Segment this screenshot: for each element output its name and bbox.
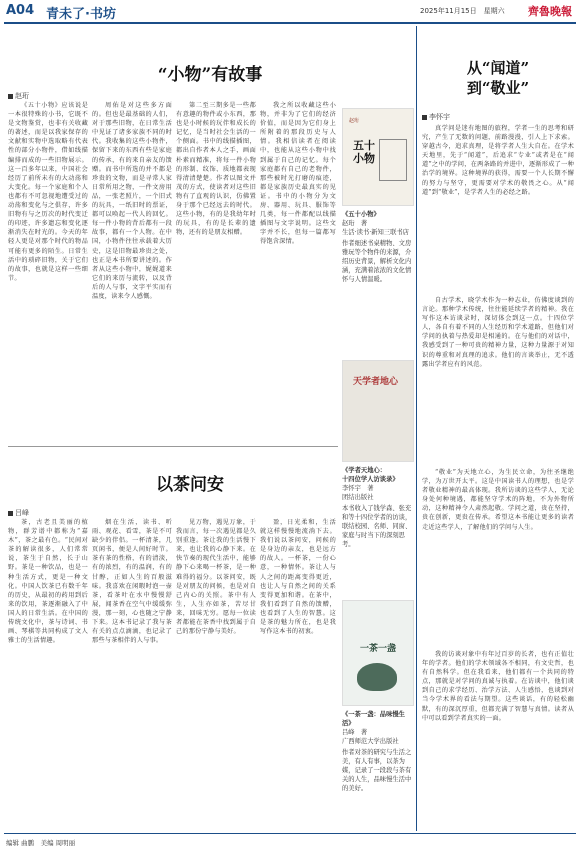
- book-cover-1-author: 赵珩: [349, 118, 360, 124]
- article2-headline-line1: 从“闻道”: [466, 59, 530, 77]
- article1-text-3: 第二至三期多是一些都有意趣的物件或小东西，那也是小时候的玩伴和成长的记忆，是当时社会生活的一个侧面。书中的线描插图，都出自作者本人之手，画面朴素而精准，将每一件小物的形制、纹饰、质地都表现得清清楚楚。作者以图文并茂的方式，使读者对这些旧物有了直观的认识，仿佛置身于那个已经远去的时代。这些小物，有的是我幼年时的玩具，有的是长辈的遗物，还有的是朋友相赠。: [176, 102, 256, 237]
- book-caption-1: [342, 210, 414, 350]
- book-2-desc: 本书收入了钱学森、张充和等十四位学者的访谈，联结校园、名师、同窗、家庭与时当下的深刻思考。: [342, 505, 412, 548]
- byline-marker-icon: [422, 115, 427, 120]
- teapot-illustration-icon: [357, 663, 397, 691]
- masthead: [0, 0, 580, 22]
- article3-text-4: 盈，日光柔和，生活就这样慢慢地流淌下去。我们说以茶问安，问候的是身边的亲友，也是远方的故人。一杯茶，一份心意，一种情怀。茶让人与人之间的距离变得更近，也让人与自然之间的关系变得更加和谐。在茶中，我们看到了自然的馈赠，也看到了人生的智慧。这是茶的魅力所在，也是我写作这本书的初衷。: [260, 519, 336, 636]
- byline-marker-icon: [8, 511, 13, 516]
- issue-date: 2025年11月15日 星期六: [420, 7, 505, 15]
- article2-headline: [420, 58, 576, 98]
- page-number: A04: [6, 3, 35, 18]
- newspaper-logo: 齊魯晚報: [528, 5, 572, 18]
- book-2-title: 《学者天地心： 十四位学人访谈录》: [342, 467, 399, 483]
- article2-author: 李怀宇: [429, 113, 450, 121]
- article1-byline: [8, 91, 29, 101]
- article1-column-1: [8, 101, 88, 441]
- book-cover-1: [342, 108, 414, 206]
- article1-column-2: [92, 101, 172, 441]
- article-separator: [8, 446, 338, 447]
- article1-column-3: [176, 101, 256, 441]
- book-2-info: 李怀宇 著 团结出版社: [342, 485, 374, 501]
- book-cover-3: [342, 600, 414, 706]
- book-cover-2: [342, 360, 414, 462]
- book-1-info: 赵珩 著 生活·读书·新知三联书店: [342, 220, 409, 236]
- book-1-desc: 作者细述书桌精物、文房雅玩等个物件的来源，介绍历史背景，解析文化内涵，充满着浓浓的文化情怀与人情温暖。: [342, 240, 412, 283]
- article3-author: 吕峰: [15, 509, 29, 517]
- section-title: 青未了·书坊: [46, 7, 116, 22]
- article1-headline: “小物”有故事: [157, 65, 263, 85]
- editor-credits: 编辑 曲鹏 美编 周明丽: [6, 839, 76, 847]
- book-caption-3: [342, 710, 414, 830]
- book-cover-1-title: 五十小物: [353, 139, 375, 165]
- book-caption-2: [342, 466, 414, 584]
- article2-text-1: 真学问是迷有地图的旅程，学者一生的思考和研究，产生了无数的问题，前路漫漫，引人上下求索。穿越古今，追求真理，是将学者人生大自在。在学术天地里，先于“闻道”，后追求“专业”或者是在“闻道”之中的学问，在两条路的并进中，逐渐形成了一种治学的境界。这种境界的获得，需要一个人长期不懈的努力与坚守，更需要对学术的敬畏之心。从“闻道”到“敬业”，是学者人生的必经之路。: [422, 125, 574, 196]
- book-3-title: 《一茶一盏：品味慢生活》: [342, 711, 405, 727]
- book-cover-2-title: 天学者地心: [353, 377, 399, 387]
- byline-marker-icon: [8, 94, 13, 99]
- footer-rule: [4, 833, 576, 834]
- column-divider: [416, 26, 417, 831]
- article3-column-1: [8, 518, 88, 830]
- article3-byline: [8, 508, 29, 518]
- article2-column-4: [422, 650, 574, 830]
- article3-column-2: [92, 518, 172, 830]
- article1-column-4: [260, 101, 336, 441]
- article3-text-2: 烟在生活，读书、听雨、观花、看雪，茶是不可缺少的伴侣。一杯清茶，几页闲书，便是人间好时节。茶有茶的性格，有的清淡，有的浓烈，有的温润，有的甘醇，正如人生的百般滋味。我喜欢在闲暇时泡一壶茶，看茶叶在水中慢慢舒展，闻茶香在空气中缓缓弥漫，那一刻，心也随之宁静下来。这本书记录了我与茶有关的点点滴滴，也记录了那些与茶相伴的人与事。: [92, 519, 172, 645]
- book-cover-1-illustration: [379, 139, 407, 181]
- article3-text-1: 茶，古老且美丽的植物，群芳谱中都称为“嘉木”，茶之最有色。“民间对茶的解读很多，人们常常说，茶生于自然，长于山野。茶是一种饮品，也是一种生活方式，更是一种文化。中国人饮茶已有数千年的历史，从最初的药用到后来的饮用，茶逐渐融入了中国人的日常生活。在中国的传统文化中，茶与诗词、书画、琴棋等共同构成了文人雅士的生活情趣。: [8, 519, 88, 645]
- book-1-title: 《五十小物》: [342, 211, 380, 218]
- article2-text-3: “敬业”为天地立心，为生民立命，为往圣继绝学，为万世开太平。这是中国读书人的理想，也是学者敬业精神的最高体现。我所访谈的这些学人，无论身处何种境遇，都能坚守学术的阵地，不为外物所动，这种精神令人肃然起敬。学问之道，贵在坚持，贵在创新，更贵在传承。希望这本书能让更多的读者走近这些学人，了解他们的学问与人生。: [422, 469, 574, 531]
- article2-column-3: [422, 468, 574, 648]
- article3-headline: 以茶问安: [156, 475, 224, 495]
- article3-column-4: [260, 518, 336, 830]
- article2-headline-line2: 到“敬业”: [466, 79, 530, 97]
- book-cover-3-title: 一茶一盏: [359, 644, 396, 654]
- article1-text-2: 周佑是对这些多方面的。但也是最基础的人们，对于那些旧物，在日常生活中见证了诸多家族不同的时代。我收集的这些小物件，保留下来的东西有些是家庭的传承，有的来自亲友的馈赠。而书中所选的并不都是珍贵的文物，而是寻常人家日常所用之物，一件文房用品，一张老照片，一个旧式的玩具，一纸旧时的票证，都可以唤起一代人的回忆。每一件小物的背后都有一段故事，都有一个人物。在中国，小物件往往承载着大历史，这是旧物最珍贵之处，也正是本书所要讲述的。作者从这些小物中，娓娓道来它们的来历与流转，以及背后的人与事，文字平实而有温度，读来令人感慨。: [92, 102, 172, 300]
- article2-column-2: [422, 296, 574, 466]
- article2-byline: [422, 112, 450, 122]
- article2-text-2: 自古学术，晓学术作为一种志业，仿佛度谈到的言论。那种学术传统，往往能延续学者的精神。我在写作这本访谈录时，深切体会到这一点。十四位学人，各自有着不同的人生经历和学术道路，但他们对学问的执着与热爱却是相通的。在与他们的对话中，我感受到了一种可贵的精神力量，这种力量源于对知识的尊重和对真理的追求。他们的言谈举止，无不透露出学者应有的风范。: [422, 297, 574, 368]
- book-3-desc: 作者对茶的研究与生活之美，有人有事，以茶为媒，记录了一段段与茶有关的人生，品味慢生活中的美好。: [342, 749, 412, 792]
- article2-column-1: [422, 124, 574, 294]
- article1-author: 赵珩: [15, 92, 29, 100]
- article1-text-4: 我之所以收藏这些小物，并非为了它们的经济价值，而是因为它们身上所附着的那段历史与人情。我相信读者在阅读中，也能从这些小物中找到属于自己的记忆。每个家庭都有自己的老物件，那些被时光打磨的痕迹，都是家族历史最真实的见证。书中的小物分为文房、器用、玩具、服饰等几类，每一件都配以线描插图与文字说明。这些文字并不长，但每一篇都写得饱含深情。: [260, 102, 336, 246]
- masthead-rule: [4, 22, 576, 24]
- article2-text-4: 我的访谈对象中有年过百岁的长者，也有正值壮年的学者。他们的学术领域各不相同，有文史哲，也有自然科学。但在我看来，他们都有一个共同的特点，那就是对学问的真诚与执着。在访谈中，他们谈到自己的求学经历、治学方法、人生感悟，也谈到对当今学术界的看法与期望。这些谈话，有的轻松幽默，有的深沉厚重，但都充满了智慧与真情。读者从中可以看到学者真实的一面。: [422, 651, 574, 722]
- article3-text-3: 见万物，遇见万象，于我而言，每一次遇见都是久别重逢。茶让我的生活慢下来，也让我的心静下来。在快节奏的现代生活中，能够静下心来喝一杯茶，是一种难得的福分。以茶问安，既是对朋友的问候，也是对自己内心的关照。茶中有人生，人生亦如茶，苦尽甘来，回味无穷。愿每一位读者都能在茶香中找到属于自己的那份宁静与美好。: [176, 519, 256, 636]
- book-3-info: 吕峰 著 广西师范大学出版社: [342, 729, 399, 745]
- article1-text-1: 《五十小物》应该说是一本很特殊的小书，它既不是文物鉴赏，也非有关收藏的著述，而是以我家保存的文献和实物中选取略有代表性的部分小物件，借如线描编排而成的一些旧物展示。这一百多年以来，中国社会经历了前所未有的大动荡和大变化。每一个家庭和个人也都有不可忽视地遭受过的动荡和变化与之俱存，许多旧物有与之历次的时代变迁的印迹，许多遗忘和变化逐渐消失在时光的。今天的年轻人更是对那个时代的物品可能有更多的陌生。日常生活中的琐碎旧物，关于它们的故事，也就是这样一些细节。: [8, 102, 88, 282]
- article3-column-3: [176, 518, 256, 830]
